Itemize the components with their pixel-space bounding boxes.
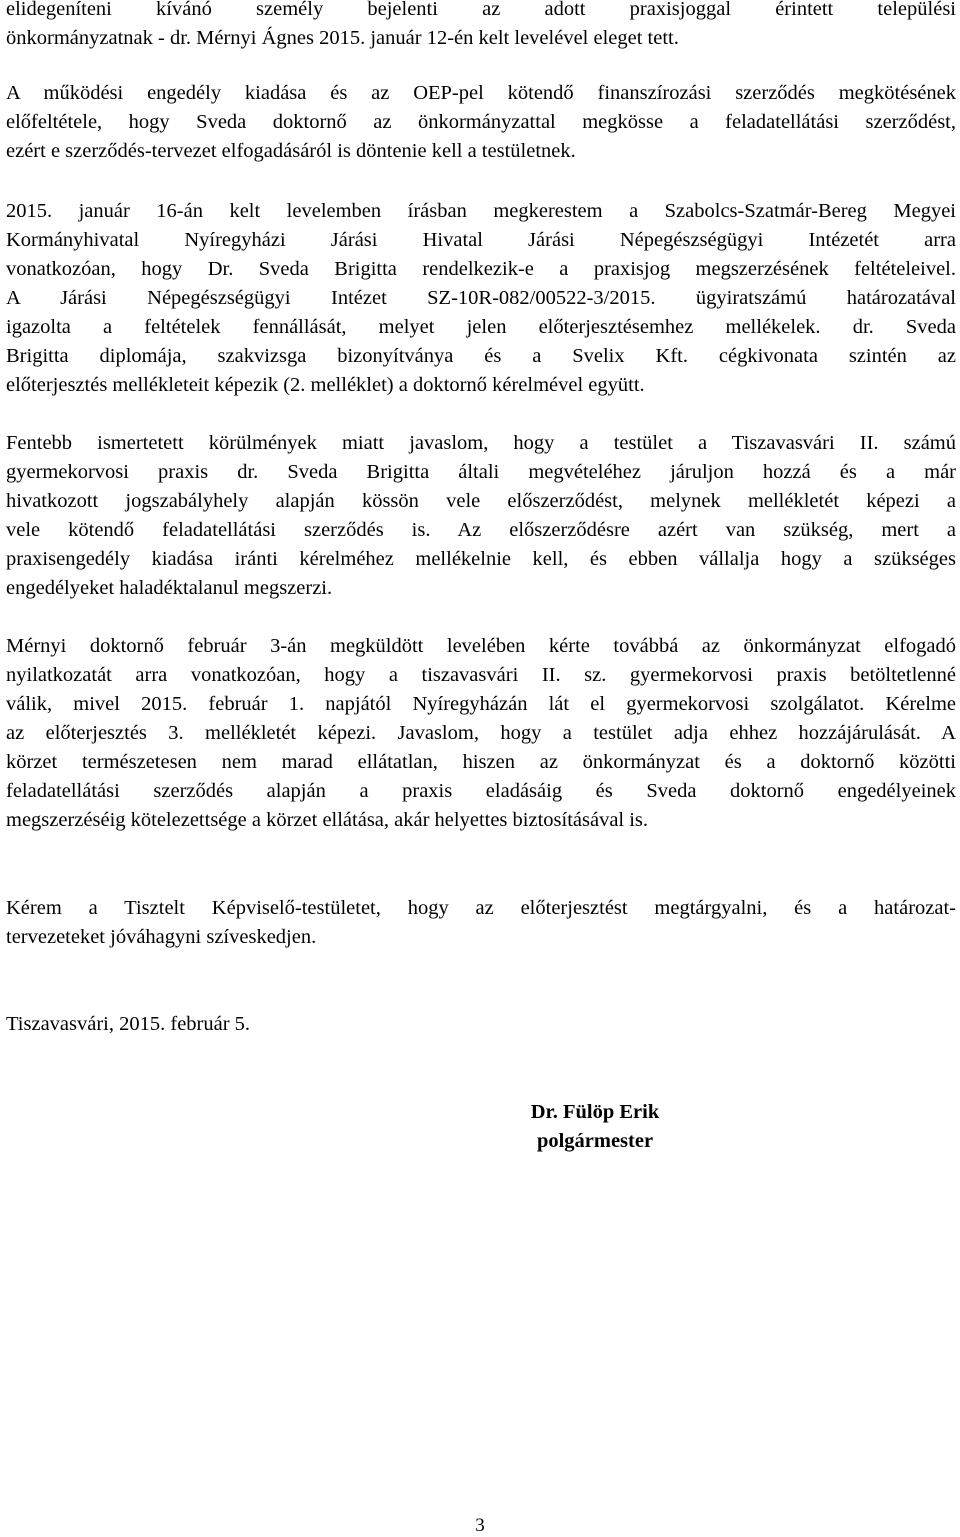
paragraph-4 [6,429,956,603]
paragraph-1 [6,0,956,53]
paragraph-6 [6,894,956,952]
text-line: tervezeteket jóváhagyni szíveskedjen. [6,926,317,948]
text-line: előfeltétele, hogy Sveda doktornő az önkormányzattal megkösse a feladatellátási szerződést, [6,111,956,133]
paragraph-2 [6,79,956,166]
text-line: előterjesztés mellékleteit képezik (2. melléklet) a doktornő kérelmével együtt. [6,374,645,396]
text-line: önkormányzatnak - dr. Mérnyi Ágnes 2015. január 12-én kelt levelével eleget tett. [6,27,679,49]
text-line: ezért e szerződés-tervezet elfogadásáról is döntenie kell a testületnek. [6,140,576,162]
text-line: hivatkozott jogszabályhely alapján kössön vele előszerződést, melynek mellékletét képezi a [6,490,956,512]
text-line: Fentebb ismertetett körülmények miatt javaslom, hogy a testület a Tiszavasvári II. számú [6,432,956,454]
signature-block [470,1098,720,1156]
text-line: Kérem a Tisztelt Képviselő-testületet, hogy az előterjesztést megtárgyalni, és a határozat- [6,897,956,919]
text-line: vele kötendő feladatellátási szerződés is. Az előszerződésre azért van szükség, mert a [6,519,956,541]
text-line: nyilatkozatát arra vonatkozóan, hogy a tiszavasvári II. sz. gyermekorvosi praxis betöltetlenné [6,664,956,686]
paragraph-3 [6,197,956,400]
text-line: megszerzéséig kötelezettsége a körzet ellátása, akár helyettes biztosításával is. [6,809,649,831]
signatory-name: Dr. Fülöp Erik [530,1101,660,1123]
text-line: gyermekorvosi praxis dr. Sveda Brigitta általi megvételéhez járuljon hozzá és a már [6,461,956,483]
text-line: 2015. január 16-án kelt levelemben írásban megkerestem a Szabolcs-Szatmár-Bereg Megyei [6,200,956,222]
text-line: praxisengedély kiadása iránti kérelméhez mellékelnie kell, és ebben vállalja hogy a szükséges [6,548,956,570]
text-line: Tiszavasvári, 2015. február 5. [6,1013,251,1035]
text-line: engedélyeket haladéktalanul megszerzi. [6,577,333,599]
text-line: elidegeníteni kívánó személy bejelenti az adott praxisjoggal érintett települési [6,0,956,20]
page-number: 3 [475,1515,485,1536]
text-line: A Járási Népegészségügyi Intézet SZ-10R-082/00522-3/2015. ügyiratszámú határozatával [6,287,956,309]
text-line: igazolta a feltételek fennállását, melyet jelen előterjesztésemhez mellékelek. dr. Sveda [6,316,956,338]
paragraph-5 [6,632,956,835]
text-line: Brigitta diplomája, szakvizsga bizonyítványa és a Svelix Kft. cégkivonata szintén az [6,345,956,367]
text-line: vonatkozóan, hogy Dr. Sveda Brigitta rendelkezik-e a praxisjog megszerzésének feltételeivel. [6,258,956,280]
text-line: az előterjesztés 3. mellékletét képezi. Javaslom, hogy a testület adja ehhez hozzájárulását. A [6,722,956,744]
text-line: feladatellátási szerződés alapján a praxis eladásáig és Sveda doktornő engedélyeinek [6,780,956,802]
text-line: Kormányhivatal Nyíregyházi Járási Hivatal Járási Népegészségügyi Intézetét arra [6,229,956,251]
text-line: válik, mivel 2015. február 1. napjától Nyíregyházán lát el gyermekorvosi szolgálatot. Kérelme [6,693,956,715]
text-line: A működési engedély kiadása és az OEP-pel kötendő finanszírozási szerződés megkötésének [6,82,956,104]
date-line [6,1010,956,1039]
text-line: körzet természetesen nem marad ellátatlan, hiszen az önkormányzat és a doktornő közötti [6,751,956,773]
signatory-title: polgármester [536,1130,654,1152]
text-line: Mérnyi doktornő február 3-án megküldött levelében kérte továbbá az önkormányzat elfogadó [6,635,956,657]
